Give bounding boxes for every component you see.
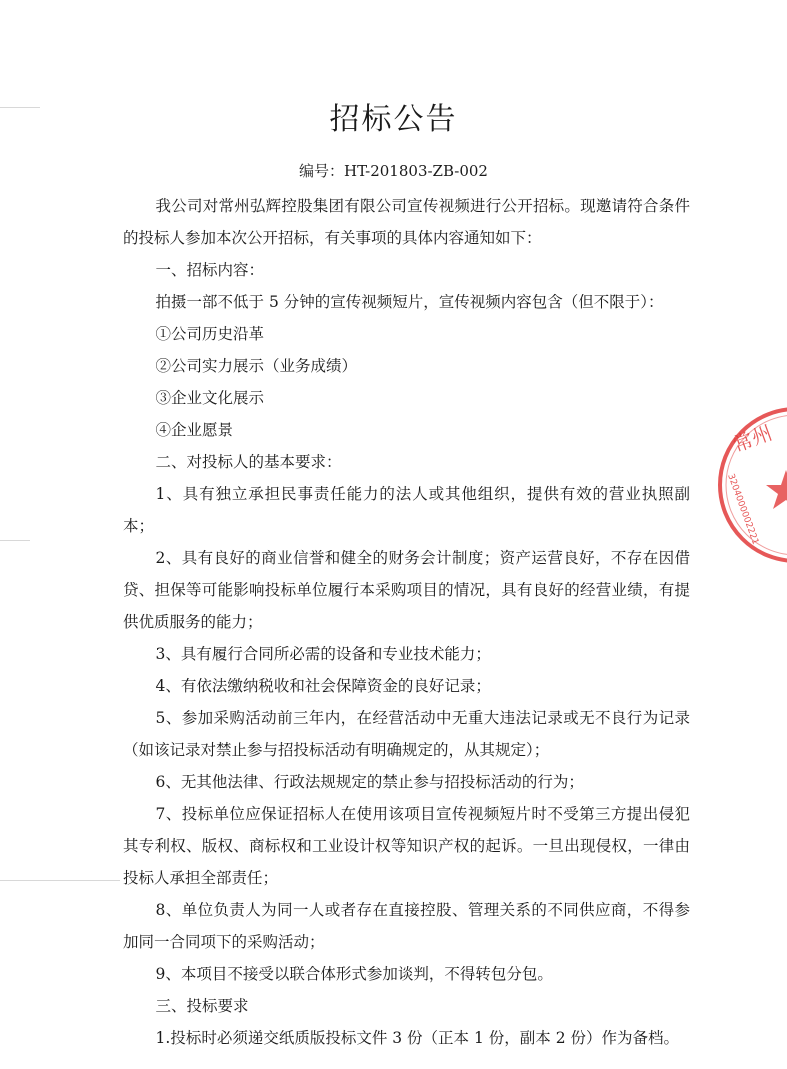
scan-mark [0,880,120,881]
requirement-item: 6、无其他法律、行政法规规定的禁止参与招投标活动的行为； [155,773,584,791]
content-paragraph: 拍摄一部不低于 5 分钟的宣传视频短片，宣传视频内容包含（但不限于）： [155,293,664,311]
list-item: ④企业愿景 [155,421,234,439]
scan-mark [0,540,30,541]
seal-code: 3204000002221 [725,472,761,546]
section-heading-requirements: 二、对投标人的基本要求： [155,453,342,471]
requirement-item: 5、参加采购活动前三年内，在经营活动中无重大违法记录或无不良行为记录（如该记录对禁止参与招投标活动有明确规定的，从其规定）； [123,709,690,759]
bid-requirement-item: 1.投标时必须递交纸质版投标文件 3 份（正本 1 份，副本 2 份）作为备档。 [155,1029,679,1047]
requirement-item: 3、具有履行合同所必需的设备和专业技术能力； [155,645,491,663]
document-body [123,190,690,1054]
requirement-item: 7、投标单位应保证招标人在使用该项目宣传视频短片时不受第三方提出侵犯其专利权、版权、商标权和工业设计权等知识产权的起诉。一旦出现侵权，一律由投标人承担全部责任； [123,805,690,887]
requirement-item: 8、单位负责人为同一人或者存在直接控股、管理关系的不同供应商，不得参加同一合同项下的采购活动； [123,901,690,951]
list-item: ②公司实力展示（业务成绩） [155,357,358,375]
seal-outer-text: 常州 [729,420,776,457]
document-title: 招标公告 [329,102,458,137]
section-heading-content: 一、招标内容： [155,261,265,279]
requirement-item: 2、具有良好的商业信誉和健全的财务会计制度；资产运营良好，不存在因借贷、担保等可能影响投标单位履行本采购项目的情况，具有良好的经营业绩，有提供优质服务的能力； [123,549,690,631]
requirement-item: 1、具有独立承担民事责任能力的法人或其他组织，提供有效的营业执照副本； [123,485,690,535]
requirement-item: 4、有依法缴纳税收和社会保障资金的良好记录； [155,677,491,695]
intro-paragraph: 我公司对常州弘辉控股集团有限公司宣传视频进行公开招标。现邀请符合条件的投标人参加本次公开招标，有关事项的具体内容通知如下： [123,197,690,247]
list-item: ①公司历史沿革 [155,325,265,343]
document-number: 编号：HT-201803-ZB-002 [299,162,488,180]
list-item: ③企业文化展示 [155,389,265,407]
company-seal [706,400,787,570]
section-heading-bid: 三、投标要求 [155,997,249,1015]
requirement-item: 9、本项目不接受以联合体形式参加谈判，不得转包分包。 [155,965,553,983]
scan-mark [0,107,40,108]
seal-icon [706,400,787,570]
